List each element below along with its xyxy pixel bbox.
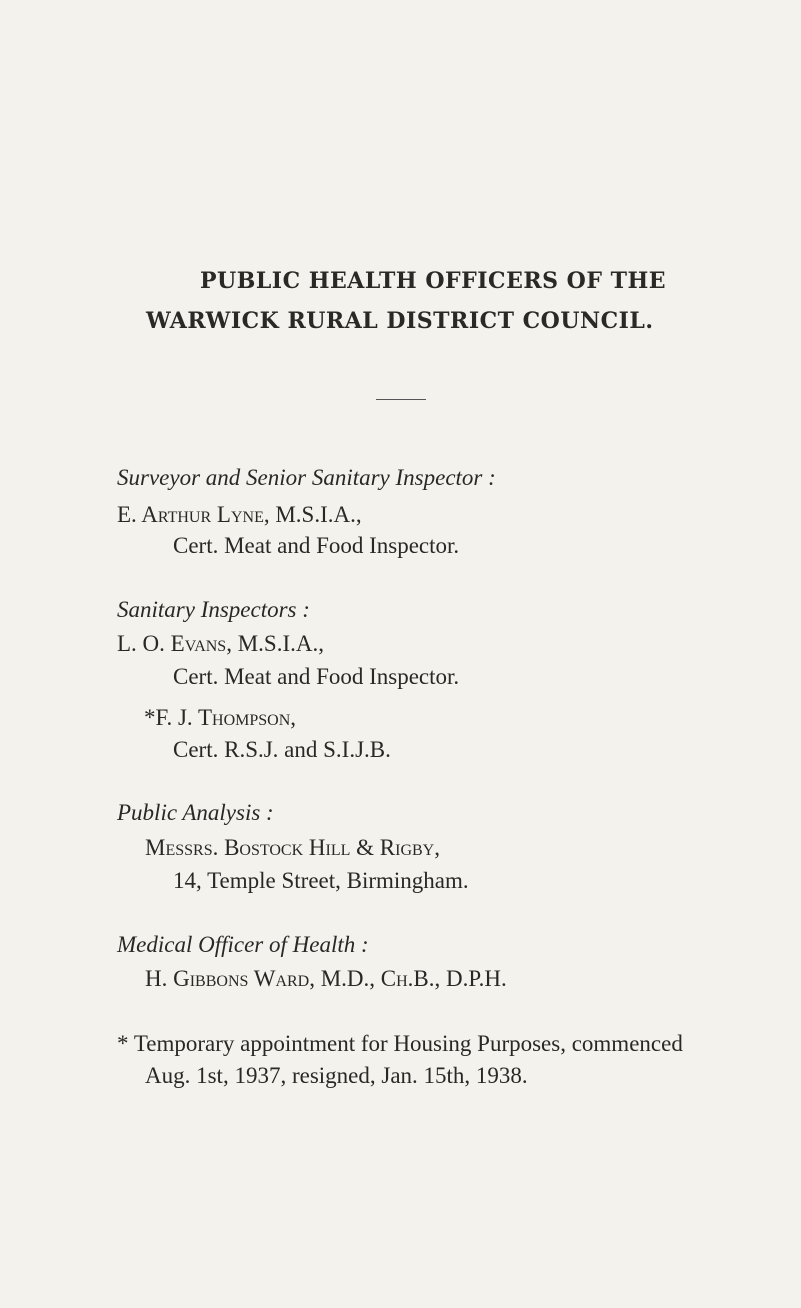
- inspector-name: L. O. Evans, M.S.I.A.,: [117, 631, 324, 656]
- public-analysis-address: 14, Temple Street, Birmingham.: [173, 868, 469, 893]
- title-divider: [376, 399, 426, 400]
- medical-officer-heading: Medical Officer of Health :: [117, 932, 369, 957]
- inspector-qualification: Cert. R.S.J. and S.I.J.B.: [173, 737, 391, 762]
- public-analysis-heading: Public Analysis :: [117, 800, 274, 825]
- document-title-line-1: PUBLIC HEALTH OFFICERS OF THE: [200, 268, 667, 294]
- inspector-qualification: Cert. Meat and Food Inspector.: [173, 664, 460, 689]
- public-analysis-firm: Messrs. Bostock Hill & Rigby,: [145, 835, 440, 860]
- footnote-line-2: Aug. 1st, 1937, resigned, Jan. 15th, 1938.: [145, 1063, 528, 1088]
- document-title-line-2: WARWICK RURAL DISTRICT COUNCIL.: [146, 308, 654, 334]
- sanitary-inspectors-heading: Sanitary Inspectors :: [117, 597, 310, 622]
- footnote-line-1: * Temporary appointment for Housing Purposes, commenced: [117, 1031, 683, 1056]
- surveyor-qualification: Cert. Meat and Food Inspector.: [173, 533, 460, 558]
- medical-officer-name: H. Gibbons Ward, M.D., Ch.B., D.P.H.: [145, 966, 507, 991]
- surveyor-name: E. Arthur Lyne, M.S.I.A.,: [117, 502, 362, 527]
- inspector-name: *F. J. Thompson,: [144, 705, 297, 730]
- surveyor-heading: Surveyor and Senior Sanitary Inspector :: [117, 465, 496, 490]
